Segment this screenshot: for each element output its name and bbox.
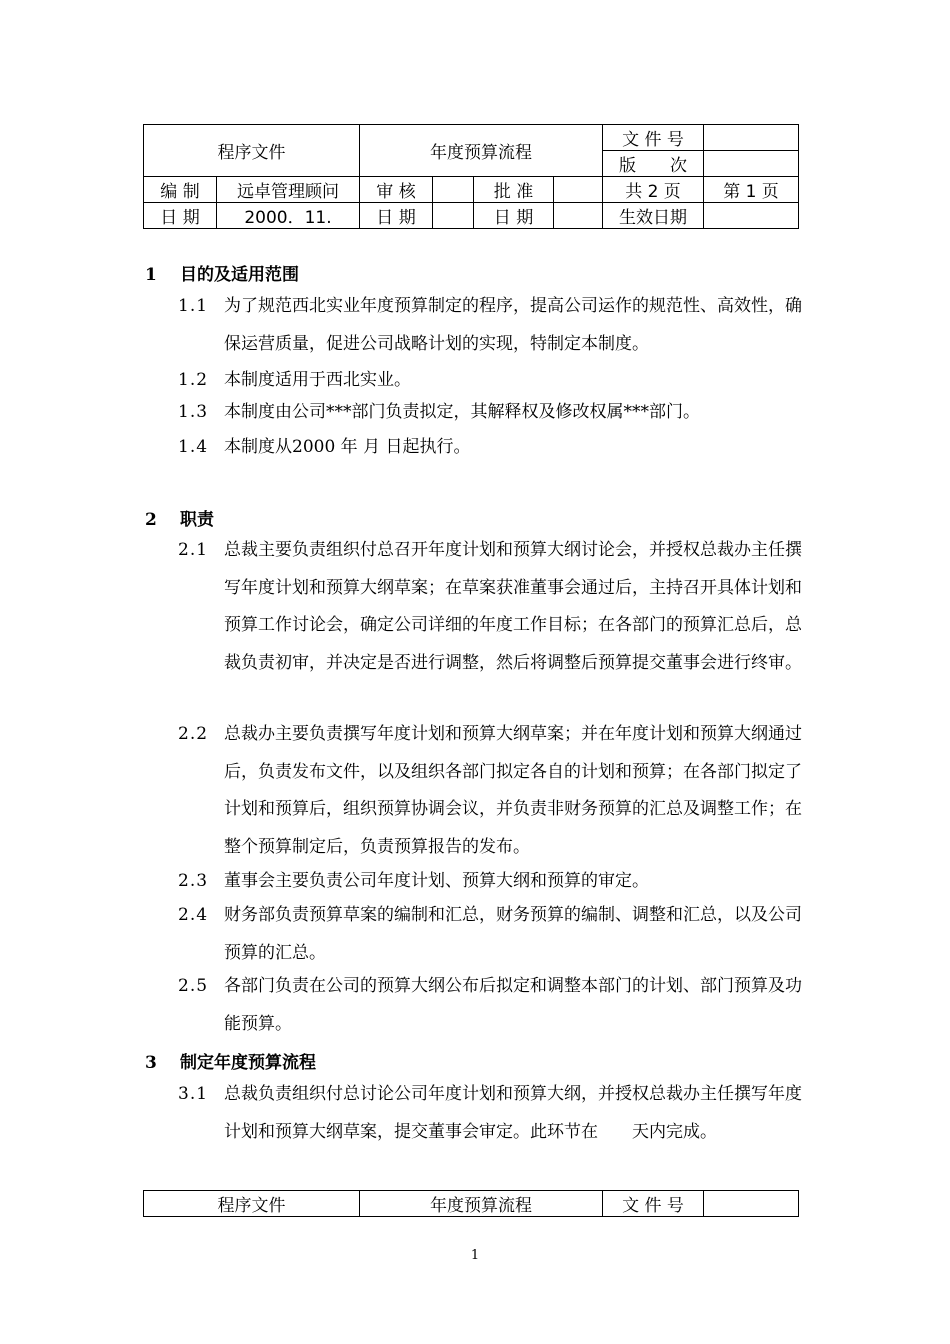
doc-type-cell: 程序文件	[144, 1191, 360, 1217]
version-label: 版 次	[603, 151, 704, 177]
file-no-label: 文 件 号	[603, 125, 704, 151]
doc-title-cell: 年度预算流程	[360, 125, 603, 177]
section-number: 1	[145, 265, 157, 285]
clause-text: 总裁负责组织付总讨论公司年度计划和预算大纲，并授权总裁办主任撰写年度计划和预算大纲草案，提交董事会审定。此环节在 天内完成。	[224, 1084, 802, 1142]
date-value: 2000．11.	[217, 203, 360, 229]
effective-date-label: 生效日期	[603, 203, 704, 229]
clause-number: 1.2	[178, 370, 209, 390]
clause-item	[178, 968, 808, 1043]
section-number: 3	[145, 1053, 157, 1073]
clause-item	[178, 288, 808, 363]
clause-item	[178, 897, 808, 972]
approve-label: 批 准	[474, 177, 554, 203]
review-value	[433, 177, 474, 203]
clause-item	[178, 863, 808, 901]
clause-number: 2.3	[178, 871, 209, 891]
review-label: 审 核	[360, 177, 433, 203]
file-no-label: 文 件 号	[603, 1191, 704, 1217]
doc-type-cell: 程序文件	[144, 125, 360, 177]
section-number: 2	[145, 510, 157, 530]
document-header-table	[143, 124, 799, 229]
approve-date-value	[554, 203, 603, 229]
clause-number: 1.3	[178, 402, 209, 422]
total-pages: 共 2 页	[603, 177, 704, 203]
version-value	[704, 151, 799, 177]
approve-date-label: 日 期	[474, 203, 554, 229]
clause-text: 本制度由公司***部门负责拟定，其解释权及修改权属***部门。	[224, 402, 700, 422]
file-no-value	[704, 125, 799, 151]
clause-text: 为了规范西北实业年度预算制定的程序，提高公司运作的规范性、高效性，确保运营质量，促进公司战略计划的实现，特制定本制度。	[224, 296, 802, 354]
section-heading	[145, 505, 214, 530]
approve-value	[554, 177, 603, 203]
compiled-value: 远卓管理顾问	[217, 177, 360, 203]
clause-number: 2.4	[178, 905, 209, 925]
effective-date-value	[704, 203, 799, 229]
page-number: 1	[470, 1248, 480, 1263]
review-date-value	[433, 203, 474, 229]
file-no-value	[704, 1191, 799, 1217]
doc-title-cell: 年度预算流程	[360, 1191, 603, 1217]
clause-item	[178, 716, 808, 866]
clause-number: 3.1	[178, 1084, 209, 1104]
clause-text: 总裁主要负责组织付总召开年度计划和预算大纲讨论会，并授权总裁办主任撰写年度计划和预算大纲草案；在草案获准董事会通过后，主持召开具体计划和预算工作讨论会，确定公司详细的年度工作目标；在各部门的预算汇总后，总裁负责初审，并决定是否进行调整，然后将调整后预算提交董事会进行终审。	[224, 540, 802, 673]
clause-text: 总裁办主要负责撰写年度计划和预算大纲草案；并在年度计划和预算大纲通过后，负责发布文件，以及组织各部门拟定各自的计划和预算；在各部门拟定了计划和预算后，组织预算协调会议，并负责非财务预算的汇总及调整工作；在整个预算制定后，负责预算报告的发布。	[224, 724, 802, 857]
section-heading	[145, 260, 299, 285]
section-title: 目的及适用范围	[180, 265, 299, 285]
clause-item	[178, 429, 808, 467]
clause-number: 2.5	[178, 976, 209, 996]
clause-text: 各部门负责在公司的预算大纲公布后拟定和调整本部门的计划、部门预算及功能预算。	[224, 976, 802, 1034]
clause-number: 2.1	[178, 540, 209, 560]
clause-number: 2.2	[178, 724, 209, 744]
review-date-label: 日 期	[360, 203, 433, 229]
clause-text: 本制度适用于西北实业。	[224, 370, 411, 390]
section-title: 职责	[180, 510, 214, 530]
compiled-label: 编 制	[144, 177, 217, 203]
clause-text: 董事会主要负责公司年度计划、预算大纲和预算的审定。	[224, 871, 649, 891]
clause-text: 财务部负责预算草案的编制和汇总，财务预算的编制、调整和汇总，以及公司预算的汇总。	[224, 905, 802, 963]
clause-item	[178, 1076, 808, 1151]
section-title: 制定年度预算流程	[180, 1053, 316, 1073]
section-heading	[145, 1048, 316, 1073]
clause-item	[178, 532, 808, 682]
date-label: 日 期	[144, 203, 217, 229]
repeated-header-table	[143, 1190, 799, 1217]
clause-number: 1.4	[178, 437, 209, 457]
page-of: 第 1 页	[704, 177, 799, 203]
clause-item	[178, 394, 808, 432]
clause-number: 1.1	[178, 296, 209, 316]
clause-text: 本制度从2000 年 月 日起执行。	[224, 437, 471, 457]
